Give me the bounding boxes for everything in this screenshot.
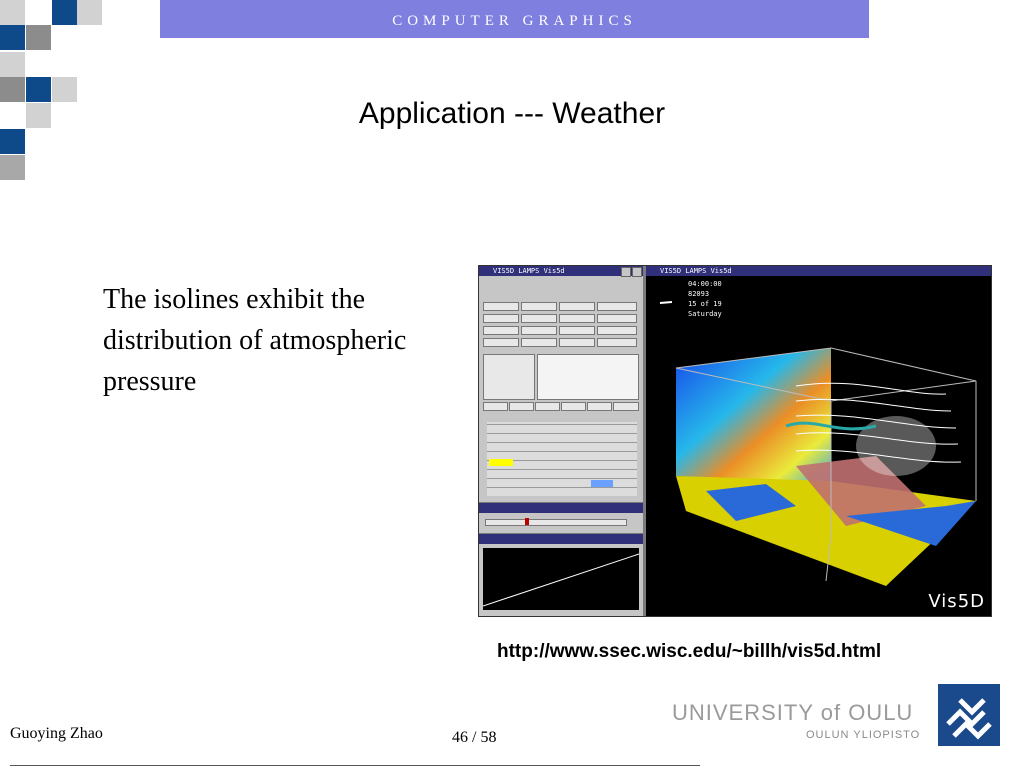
weather-render [646,276,991,616]
panel-button [597,302,637,311]
selected-cell [489,459,513,466]
deco-square [26,25,51,50]
selected-cell [591,480,613,487]
slider-window-titlebar [479,503,643,513]
deco-square [0,129,25,154]
panel-button [521,302,557,311]
control-window-titlebar: VIS5D LAMPS Vis5d [479,266,643,276]
maximize-icon [632,267,642,277]
panel-button [559,302,595,311]
viz-window-titlebar: VIS5D LAMPS Vis5d [646,266,991,276]
time-slider [485,519,627,526]
variable-button [561,402,586,411]
panel-button [483,302,519,311]
panel-button [559,314,595,323]
panel-button [597,326,637,335]
volume-plot [483,548,639,610]
slide-title: Application --- Weather [358,97,666,130]
panel-button [483,326,519,335]
time-slider-window [479,503,643,533]
deco-square [52,0,77,25]
volume-window-titlebar [479,534,643,544]
panel-button [559,338,595,347]
viz-day: Saturday [688,310,722,318]
author-name: Guoying Zhao [10,725,103,742]
panel-button [521,338,557,347]
vis5d-logo-text: Vis5D [928,591,985,612]
variable-button [613,402,639,411]
minimize-icon [621,267,631,277]
body-text: The isolines exhibit the distribution of atmospheric pressure [103,284,407,397]
control-panel-window [479,266,643,502]
volume-window [479,534,643,616]
header-band: COMPUTER GRAPHICS [160,0,869,38]
vis5d-screenshot [478,265,992,617]
deco-square [0,0,25,25]
help-box [537,354,639,400]
panel-button [483,338,519,347]
page-number: 46 / 58 [452,729,497,746]
deco-square [77,0,102,25]
variable-button [483,402,508,411]
variable-button [509,402,534,411]
viz-frame: 15 of 19 [688,300,722,308]
mode-list [483,354,535,400]
university-name-finnish: OULUN YLIOPISTO [806,729,921,741]
visualization-window [646,266,991,616]
footer-divider [10,765,700,766]
panel-button [483,314,519,323]
university-name: UNIVERSITY of OULU [672,700,914,725]
deco-square [0,155,25,180]
panel-button [559,326,595,335]
deco-square [0,52,25,77]
deco-square [0,25,25,50]
university-logo-icon [938,684,1000,746]
variable-button [587,402,612,411]
variable-button [535,402,560,411]
panel-button [597,314,637,323]
viz-time: 04:00:00 [688,280,722,288]
source-link[interactable]: http://www.ssec.wisc.edu/~billh/vis5d.html [497,641,882,662]
panel-button [521,326,557,335]
viz-date: 82093 [688,290,710,298]
panel-button [521,314,557,323]
slider-handle [525,518,529,525]
panel-button [597,338,637,347]
